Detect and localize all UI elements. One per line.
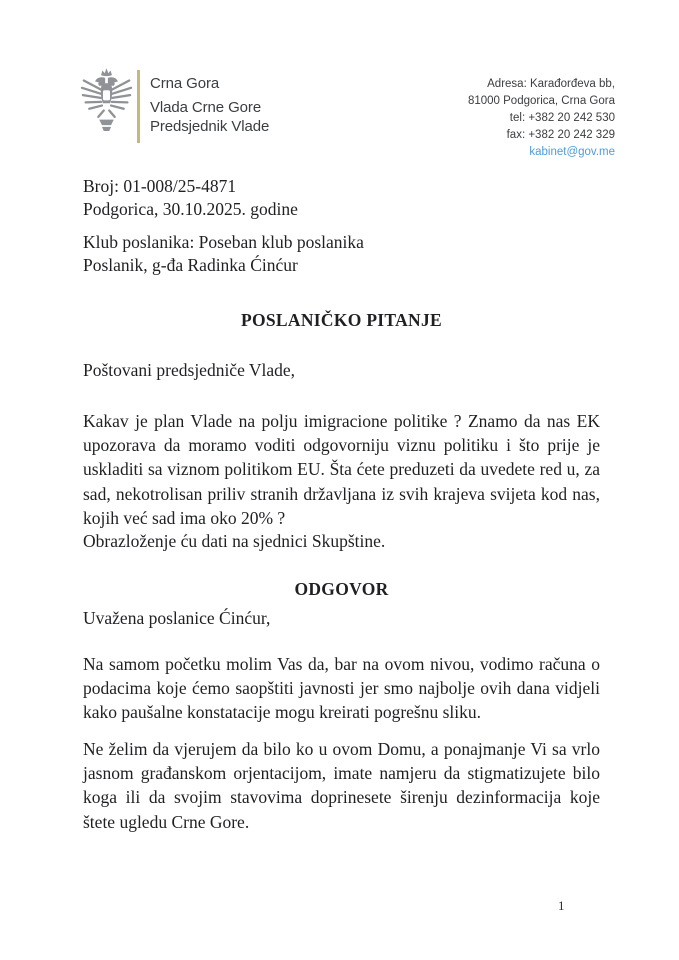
page-number: 1 [558,898,565,913]
contact-tel: tel: +382 20 242 530 [509,112,615,124]
answer-salutation: Uvažena poslanice Ćinćur, [83,608,271,628]
question-salutation: Poštovani predsjedniče Vlade, [83,360,296,380]
org-prime-minister: Predsjednik Vlade [150,118,270,135]
email-link[interactable]: kabinet@gov.me [529,146,615,158]
mp-name: Poslanik, g-đa Radinka Ćinćur [83,254,298,275]
addressee-block [83,231,600,276]
answer-paragraph-2: Ne želim da vjerujem da bilo ko u ovom Domu, a ponajmanje Vi sa vrlo jasnom građanskom orjentacijom, imate namjeru da stigmatizujete bilo koga ili da svojim stavovima doprinesete širenju dezinformacija koje štete ugledu Crne Gore. [83,739,600,832]
mp-club: Klub poslanika: Poseban klub poslanika [83,232,364,252]
reference-block [83,175,600,220]
contact-fax: fax: +382 20 242 329 [506,129,615,141]
montenegro-coat-of-arms-icon [79,66,134,146]
contact-address-line2: 81000 Podgorica, Crna Gora [467,95,615,107]
document-number: Broj: 01-008/25-4871 [83,176,237,196]
question-section-title: POSLANIČKO PITANJE [240,310,442,330]
contact-address-line1: Adresa: Karađorđeva bb, [487,78,615,90]
contact-block [468,76,615,161]
org-country: Crna Gora [150,75,220,92]
header-gold-divider [137,70,140,143]
question-body-paragraph: Kakav je plan Vlade na polju imigracione politike ? Znamo da nas EK upozorava da moramo voditi odgovorniju viznu politiku i što prije je uskladiti sa viznom politikom EU. Šta ćete preduzeti da uvedete red u, za sad, nekotrolisan priliv stranih državljana iz svih krajeva svijeta kod nas, kojih već sad ima oko 20% ? [83,411,600,528]
answer-section-title: ODGOVOR [294,579,389,599]
org-government: Vlada Crne Gore [150,99,262,116]
answer-paragraph-1: Na samom početku molim Vas da, bar na ovom nivou, vodimo računa o podacima koje ćemo saopštiti javnosti jer smo najbolje ovih dana vidjeli kako paušalne konstatacije mogu kreirati pogrešnu sliku. [83,654,600,723]
org-title-block [150,74,269,136]
question-note: Obrazloženje ću dati na sjednici Skupštine. [83,531,386,551]
document-date: Podgorica, 30.10.2025. godine [83,198,298,219]
